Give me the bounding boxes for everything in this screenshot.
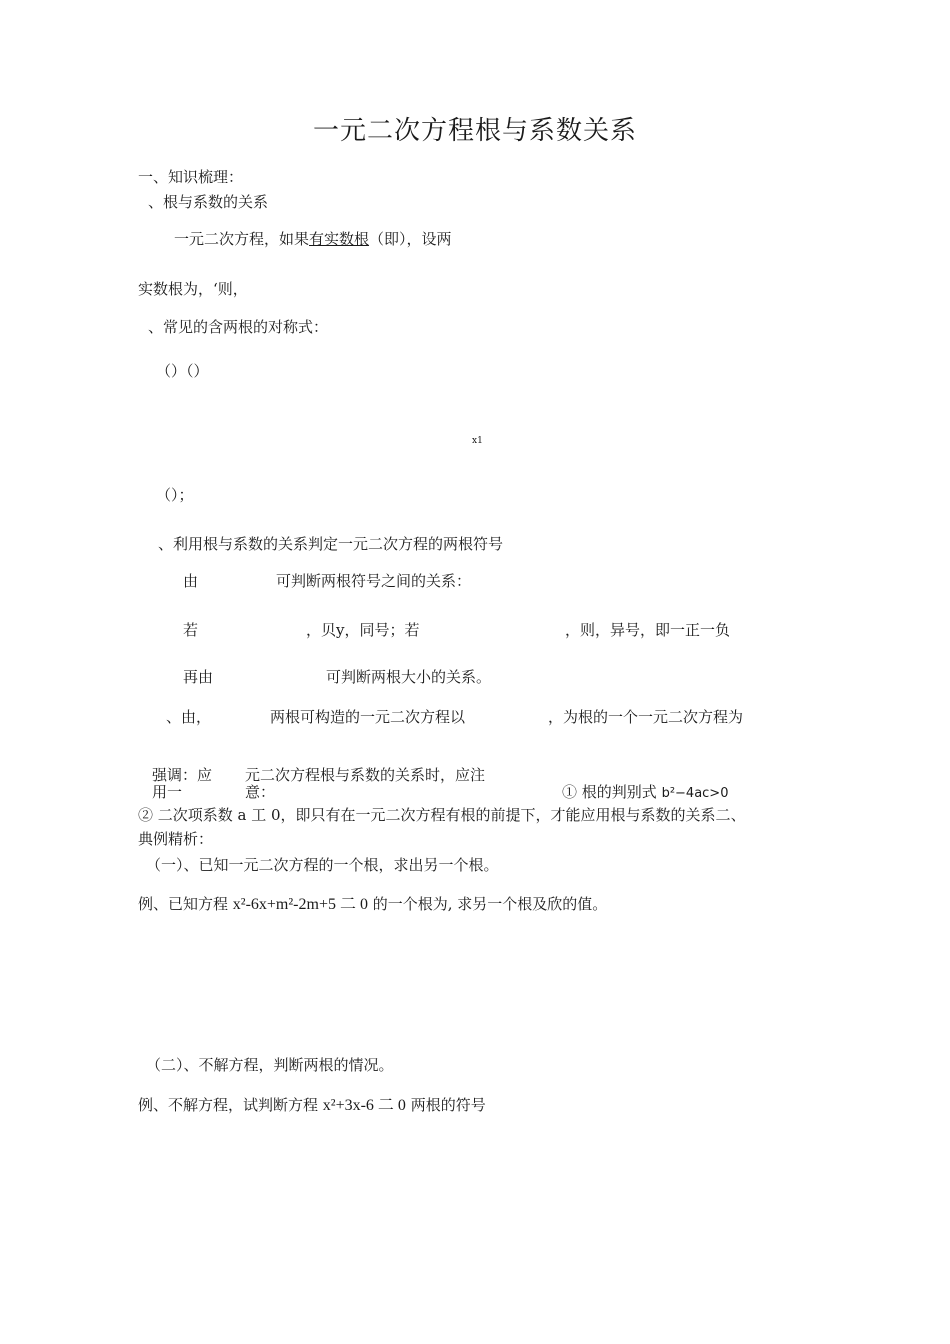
emphasis-label-2: 用一 xyxy=(152,783,183,801)
text-fragment: （即），设两 xyxy=(369,230,452,248)
text-fragment: 的一个根为, 求另一个根及欣的值。 xyxy=(367,895,608,913)
emphasis-label: 强调：应 xyxy=(152,766,213,784)
text-judge-sign: 可判断两根符号之间的关系： xyxy=(276,572,472,590)
text-fragment: 例、不解方程，试判断方程 xyxy=(138,1096,323,1114)
subsection-symmetric-forms: 、常见的含两根的对称式： xyxy=(148,318,329,336)
emphasis-text: 元二次方程根与系数的关系时，应注 xyxy=(245,766,486,784)
example-2-heading: （二）、不解方程，判断两根的情况。 xyxy=(146,1056,394,1074)
discriminant-note xyxy=(562,783,728,803)
subsection-construct: 、由， xyxy=(166,708,212,726)
underlined-term: 有实数根 xyxy=(309,230,370,248)
symmetric-formula-2: （）； xyxy=(156,486,194,504)
text-you: 由 xyxy=(183,572,199,590)
text-fragment: 两根的符号 xyxy=(405,1096,486,1114)
paragraph-line-1 xyxy=(174,230,452,248)
variable-x1: x1 xyxy=(472,436,483,446)
coefficient-note: ② 二次项系数 a 工 0，即只有在一元二次方程有根的前提下，才能应用根与系数的关系二、 xyxy=(138,806,746,824)
text-fragment: 一元二次方程，如果 xyxy=(174,230,310,248)
discriminant-formula: b²−4ac>0 xyxy=(661,786,729,801)
section-knowledge-heading: 一、知识梳理： xyxy=(138,168,244,186)
equation-1: x²-6x+m²-2m+5 二 0 xyxy=(232,896,368,913)
text-opposite-sign: ，则，异号，即一正一负 xyxy=(565,621,731,639)
subsection-root-sign: 、利用根与系数的关系判定一元二次方程的两根符号 xyxy=(158,535,504,553)
emphasis-text-2: 意： xyxy=(245,783,276,801)
subsection-root-coefficient: 、根与系数的关系 xyxy=(148,193,269,211)
page-title: 一元二次方程根与系数关系 xyxy=(312,116,637,146)
examples-heading: 典例精析： xyxy=(138,830,214,848)
paragraph-line-2: 实数根为，‘则， xyxy=(138,280,248,298)
text-judge-size: 可判断两根大小的关系。 xyxy=(326,668,492,686)
text-ruo: 若 xyxy=(183,621,199,639)
text-zaiyou: 再由 xyxy=(183,668,214,686)
text-construct-b: 两根可构造的一元二次方程以 xyxy=(270,708,466,726)
example-1-text xyxy=(138,895,607,914)
text-same-sign: ，贝y，同号；若 xyxy=(306,621,420,639)
text-fragment: 例、已知方程 xyxy=(138,895,233,913)
text-construct-c: ，为根的一个一元二次方程为 xyxy=(548,708,744,726)
equation-2: x²+3x-6 二 0 xyxy=(322,1097,406,1114)
example-2-text xyxy=(138,1096,486,1115)
example-1-heading: （一）、已知一元二次方程的一个根，求出另一个根。 xyxy=(146,856,499,874)
text-fragment: ① 根的判别式 xyxy=(562,783,657,801)
symmetric-formula-1: （）（） xyxy=(156,362,209,380)
